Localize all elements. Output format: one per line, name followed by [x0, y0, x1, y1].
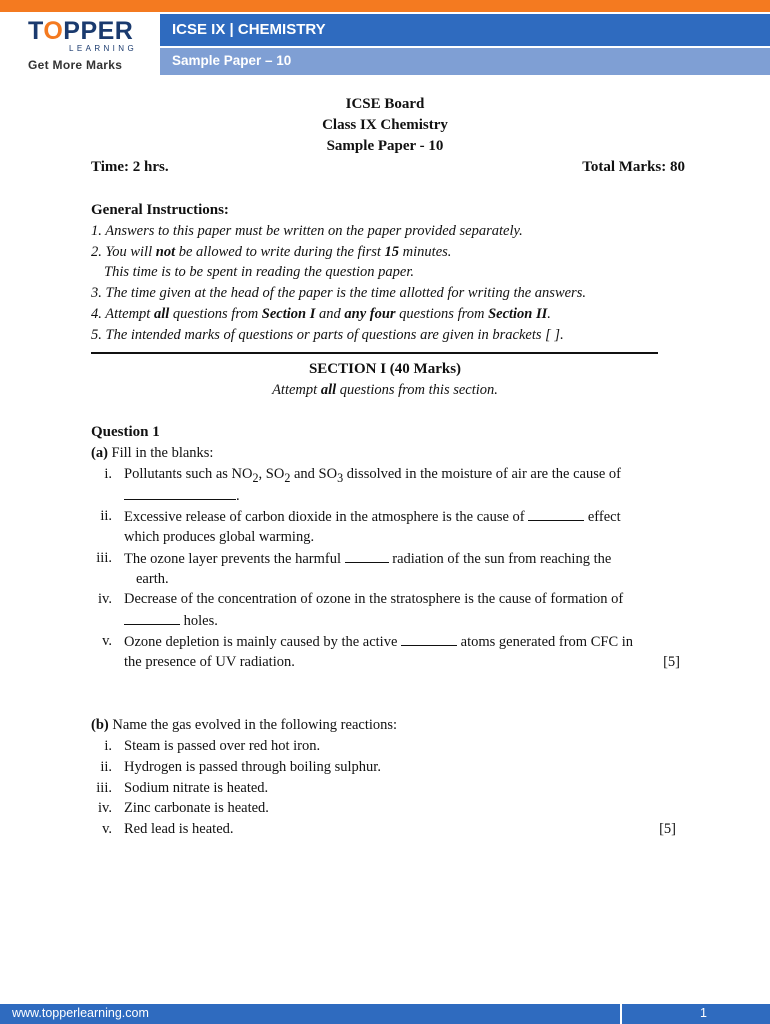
instruction-4: 4. Attempt all questions from Section I and any four questions from Section II. [91, 306, 551, 322]
instruction-2-continued: This time is to be spent in reading the question paper. [104, 264, 414, 280]
list-number: i. [104, 466, 112, 482]
list-number: i. [104, 738, 112, 754]
logo-subtitle: LEARNING [69, 44, 138, 53]
section-1-instruction: Attempt all questions from this section. [272, 382, 498, 398]
list-number: ii. [100, 759, 112, 775]
blank-item-4: Decrease of the concentration of ozone in the stratosphere is the cause of formation of [124, 591, 624, 607]
paper-number-title: Sample Paper - 10 [326, 138, 444, 154]
marks-bracket: [5] [659, 821, 676, 837]
instruction-3: 3. The time given at the head of the paper is the time allotted for writing the answers. [91, 285, 586, 301]
reaction-item-3: Sodium nitrate is heated. [124, 780, 269, 796]
list-number: iii. [96, 550, 112, 566]
paper-title: Sample Paper – 10 [172, 53, 292, 68]
blank-item-1-continued: . [124, 487, 240, 505]
top-accent-bar [0, 0, 770, 12]
logo-tagline: Get More Marks [28, 58, 123, 72]
blank-item-5-continued: the presence of UV radiation. [124, 654, 295, 670]
list-number: v. [102, 821, 112, 837]
list-number: iv. [98, 591, 112, 607]
question-1b-prompt: (b) Name the gas evolved in the following reactions: [91, 717, 398, 733]
footer-divider [620, 1004, 622, 1024]
subject-banner [160, 14, 770, 46]
blank-item-5: Ozone depletion is mainly caused by the active atoms generated from CFC in [124, 634, 634, 650]
blank-item-1: Pollutants such as $NO_2$, $SO_2$ and $SO_3$ dissolved in the moisture of air are the cause of [124, 466, 621, 485]
total-marks-label: Total Marks: 80 [582, 159, 685, 175]
section-divider [91, 352, 658, 354]
instruction-5: 5. The intended marks of questions or parts of questions are given in brackets [ ]. [91, 327, 564, 343]
reaction-item-1: Steam is passed over red hot iron. [124, 738, 321, 754]
reaction-item-5: Red lead is heated. [124, 821, 234, 837]
blank-item-3-continued: earth. [136, 571, 169, 587]
subject-title: ICSE IX | CHEMISTRY [172, 21, 326, 38]
instruction-1: 1. Answers to this paper must be written on the paper provided separately. [91, 223, 523, 239]
logo-wordmark: TOPPER [28, 17, 134, 45]
list-number: iii. [96, 780, 112, 796]
footer-bar [0, 1004, 770, 1024]
list-number: v. [102, 633, 112, 649]
answer-blank[interactable] [124, 612, 180, 625]
blank-item-4-continued: holes. [124, 612, 218, 630]
answer-blank[interactable] [124, 487, 236, 500]
time-label: Time: 2 hrs. [91, 159, 169, 175]
page-number: 1 [700, 1006, 707, 1020]
list-number: iv. [98, 800, 112, 816]
blank-item-2: Excessive release of carbon dioxide in the atmosphere is the cause of effect [124, 509, 621, 525]
answer-blank[interactable] [528, 508, 584, 521]
footer-website-link[interactable]: www.topperlearning.com [12, 1006, 149, 1020]
section-1-heading: SECTION I (40 Marks) [308, 361, 462, 377]
instruction-2: 2. You will not be allowed to write during the first 15 minutes. [91, 244, 452, 260]
topper-learning-logo [25, 14, 140, 76]
question-1a-prompt: (a) Fill in the blanks: [91, 445, 214, 461]
reaction-item-2: Hydrogen is passed through boiling sulphur. [124, 759, 381, 775]
reaction-item-4: Zinc carbonate is heated. [124, 800, 269, 816]
question-1-title: Question 1 [91, 424, 160, 440]
paper-banner [160, 48, 770, 75]
answer-blank[interactable] [345, 550, 389, 563]
blank-item-3: The ozone layer prevents the harmful radiation of the sun from reaching the [124, 551, 612, 567]
marks-bracket: [5] [663, 654, 680, 670]
answer-blank[interactable] [401, 633, 457, 646]
class-title: Class IX Chemistry [322, 117, 448, 133]
blank-item-2-continued: which produces global warming. [124, 529, 315, 545]
instructions-heading: General Instructions: [91, 202, 229, 218]
list-number: ii. [100, 508, 112, 524]
board-title: ICSE Board [345, 96, 425, 112]
